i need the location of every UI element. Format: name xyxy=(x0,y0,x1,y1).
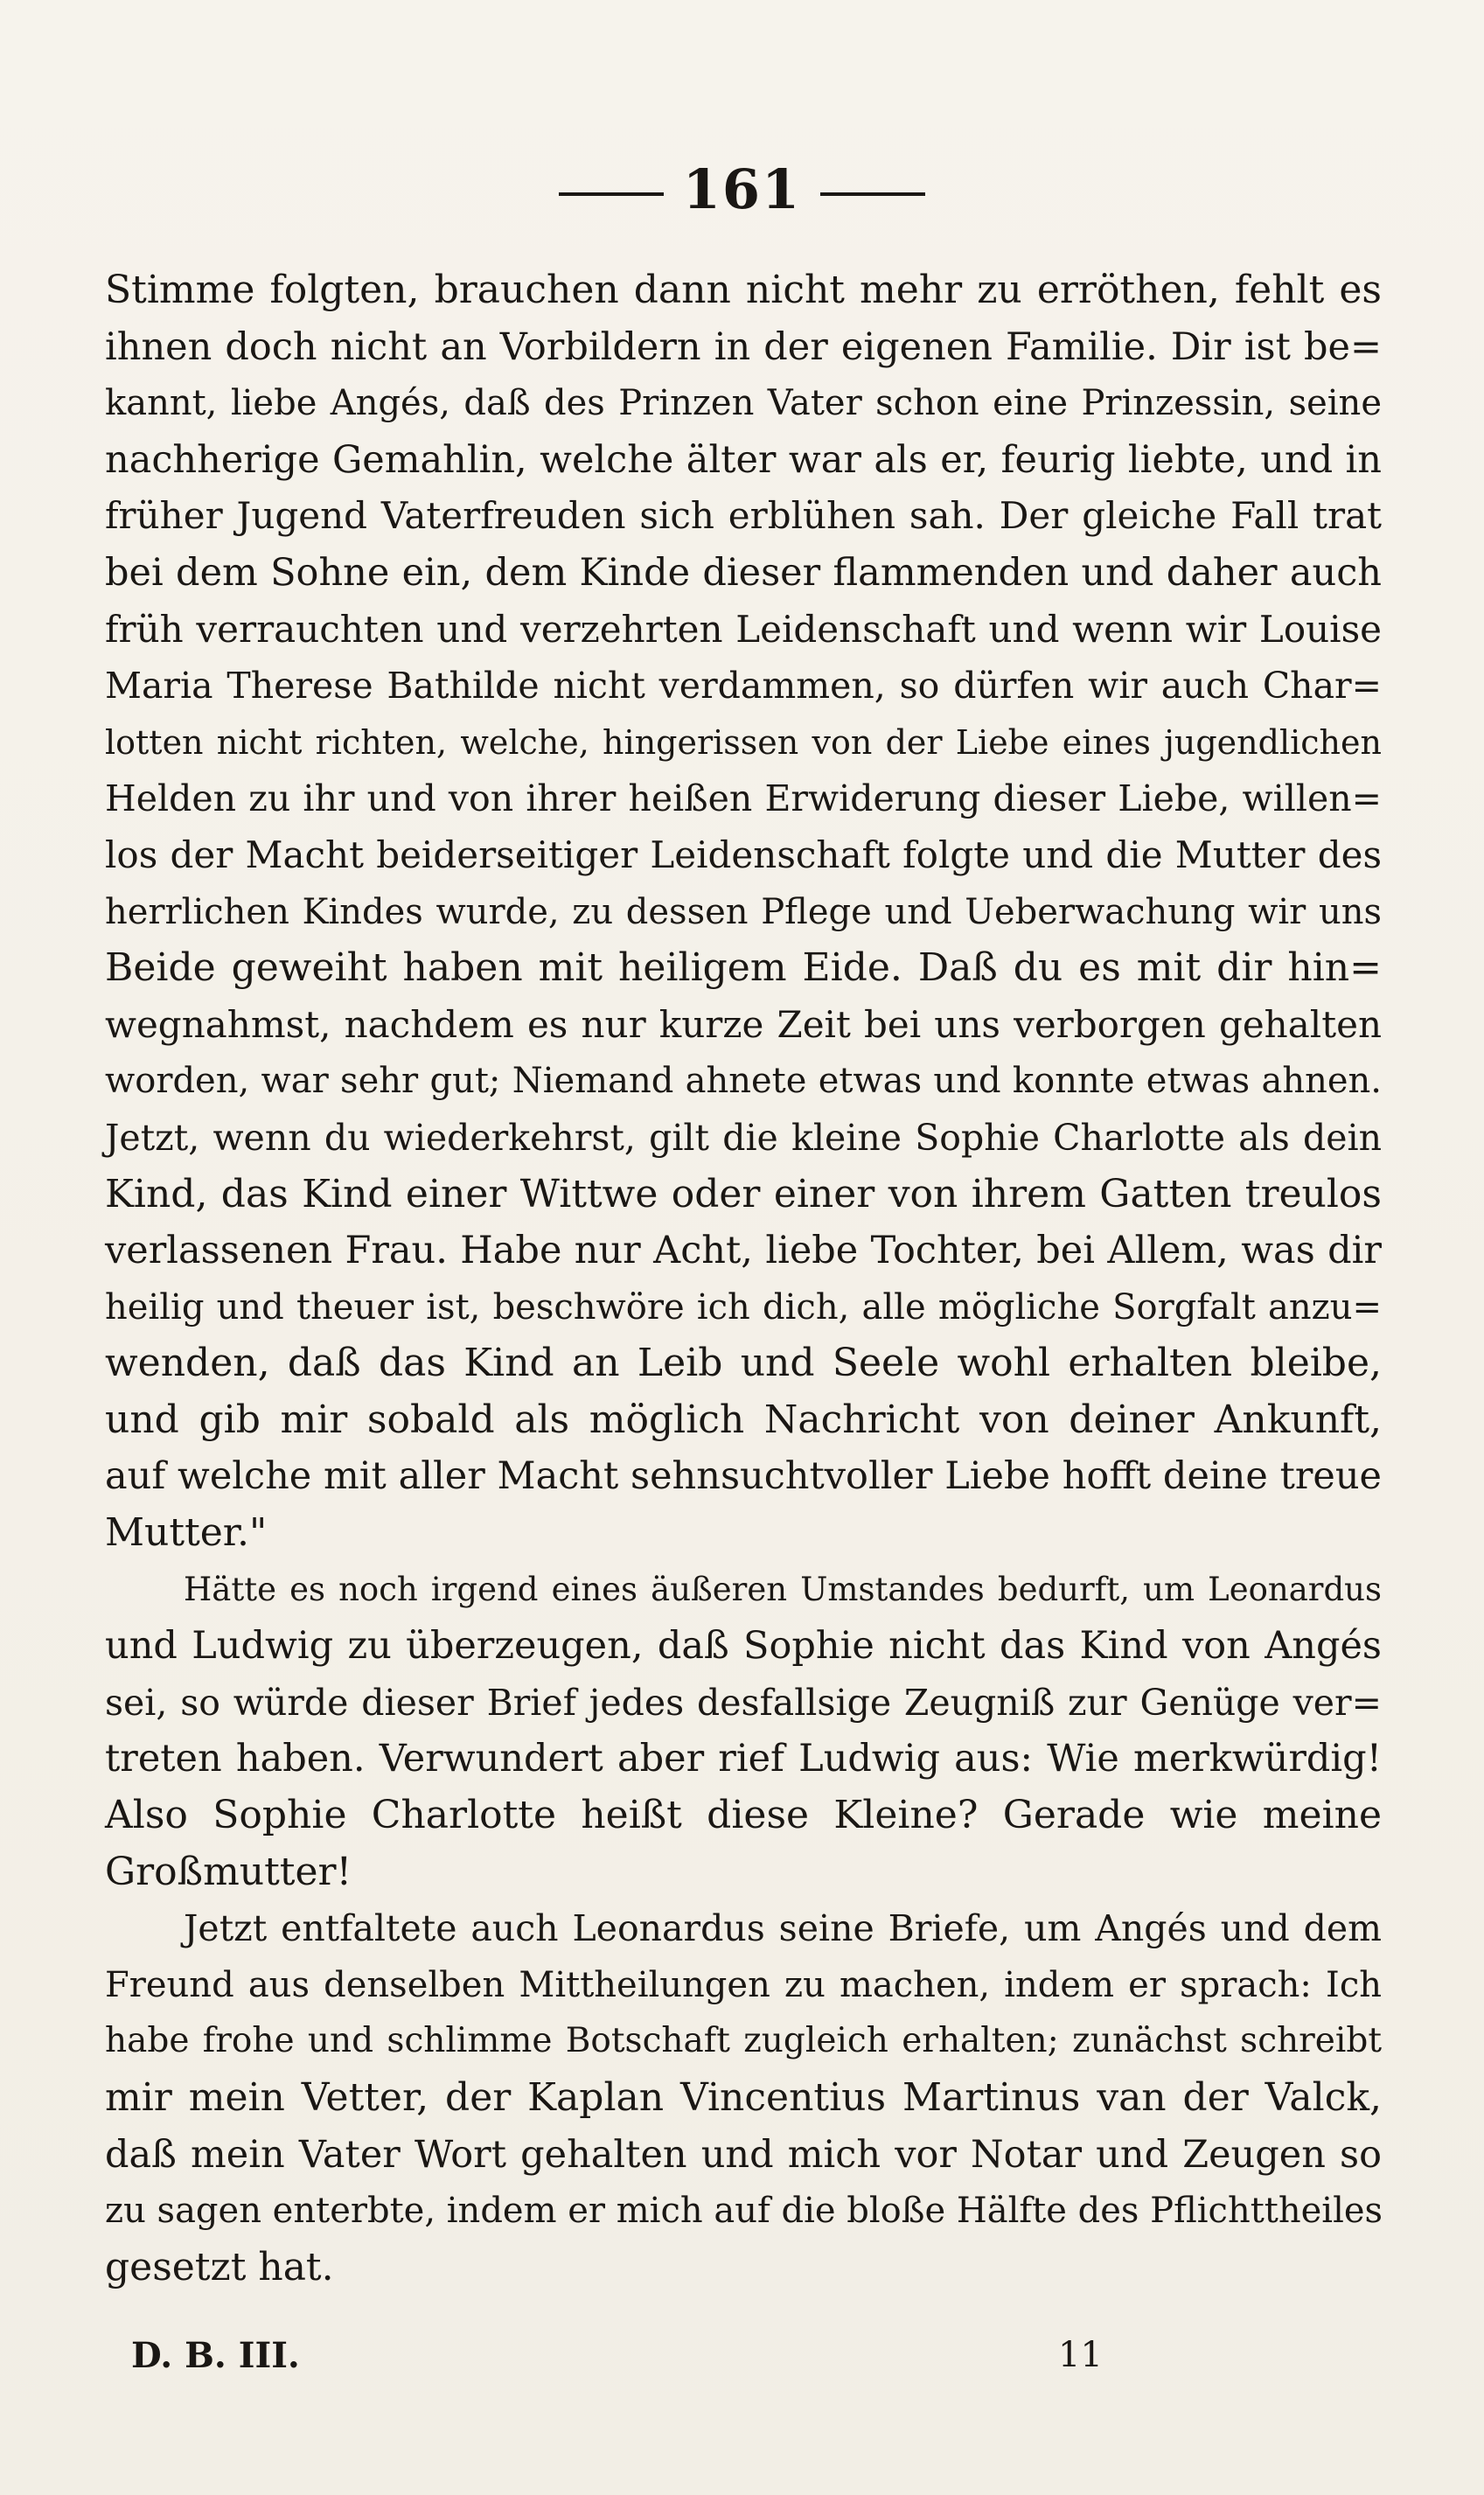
page-number: 161 xyxy=(682,157,802,221)
text-line: Also Sophie Charlotte heißt diese Kleine? Gerade wie meine xyxy=(105,1793,1382,1838)
text-line: kannt, liebe Angés, daß des Prinzen Vater schon eine Prinzessin, seine xyxy=(105,383,1382,424)
text-line: Mutter." xyxy=(105,1510,268,1556)
text-line: herrlichen Kindes wurde, zu dessen Pflege und Ueberwachung wir uns xyxy=(105,891,1382,932)
text-line: los der Macht beiderseitiger Leidenschaft folgte und die Mutter des xyxy=(105,833,1382,876)
text-line: Jetzt entfaltete auch Leonardus seine Briefe, um Angés und dem xyxy=(184,1907,1382,1950)
text-line: treten haben. Verwundert aber rief Ludwig aus: Wie merkwürdig! xyxy=(105,1737,1382,1781)
text-line: mir mein Vetter, der Kaplan Vincentius Martinus van der Valck, xyxy=(105,2075,1382,2120)
text-line: verlassenen Frau. Habe nur Acht, liebe Tochter, bei Allem, was dir xyxy=(105,1229,1382,1273)
text-line: heilig und theuer ist, beschwöre ich dich, alle mögliche Sorgfalt anzu= xyxy=(105,1286,1382,1328)
sheet-number: 11 xyxy=(1058,2335,1103,2375)
text-line: früher Jugend Vaterfreuden sich erblühen sah. Der gleiche Fall trat xyxy=(105,494,1382,538)
text-line: Beide geweiht haben mit heiligem Eide. Daß du es mit dir hin= xyxy=(105,945,1382,991)
text-line: nachherige Gemahlin, welche älter war als er, feurig liebte, und in xyxy=(105,437,1382,482)
text-line: gesetzt hat. xyxy=(105,2244,334,2289)
text-line: worden, war sehr gut; Niemand ahnete etwas und konnte etwas ahnen. xyxy=(105,1061,1382,1102)
text-line: wenden, daß das Kind an Leib und Seele wohl erhalten bleibe, xyxy=(105,1341,1382,1386)
text-line: habe frohe und schlimme Botschaft zugleich erhalten; zunächst schreibt xyxy=(105,2021,1382,2061)
text-line: Freund aus denselben Mittheilungen zu machen, indem er sprach: Ich xyxy=(105,1964,1382,2005)
text-line: Kind, das Kind einer Wittwe oder einer von ihrem Gatten treulos xyxy=(105,1171,1382,1216)
text-line: und gib mir sobald als möglich Nachricht von deiner Ankunft, xyxy=(105,1397,1382,1442)
text-line: Jetzt, wenn du wiederkehrst, gilt die kleine Sophie Charlotte als dein xyxy=(105,1116,1382,1159)
text-line: Großmutter! xyxy=(105,1849,352,1894)
text-line: Hätte es noch irgend eines äußeren Umstandes bedurft, um Leonardus xyxy=(184,1570,1382,1608)
header-dash-right xyxy=(820,192,925,196)
text-line: früh verrauchten und verzehrten Leidenschaft und wenn wir Louise xyxy=(105,607,1382,651)
text-line: zu sagen enterbte, indem er mich auf die bloße Hälfte des Pflichttheiles xyxy=(105,2191,1383,2232)
text-line: Stimme folgten, brauchen dann nicht mehr zu erröthen, fehlt es xyxy=(105,268,1382,312)
text-line: lotten nicht richten, welche, hingerissen von der Liebe eines jugendlichen xyxy=(105,722,1382,762)
printer-signature: D. B. III. xyxy=(131,2335,300,2376)
text-line: wegnahmst, nachdem es nur kurze Zeit bei uns verborgen gehalten xyxy=(105,1002,1382,1046)
text-line: Helden zu ihr und von ihrer heißen Erwiderung dieser Liebe, willen= xyxy=(105,777,1382,820)
text-line: ihnen doch nicht an Vorbildern in der eigenen Familie. Dir ist be= xyxy=(105,324,1382,369)
text-line: auf welche mit aller Macht sehnsuchtvoller Liebe hofft deine treue xyxy=(105,1454,1382,1499)
header-dash-left xyxy=(559,192,664,196)
body-text xyxy=(105,262,1382,2296)
page-header xyxy=(0,157,1484,221)
text-line: und Ludwig zu überzeugen, daß Sophie nicht das Kind von Angés xyxy=(105,1624,1382,1669)
text-line: bei dem Sohne ein, dem Kinde dieser flammenden und daher auch xyxy=(105,550,1382,595)
text-line: Maria Therese Bathilde nicht verdammen, so dürfen wir auch Char= xyxy=(105,665,1382,707)
text-line: sei, so würde dieser Brief jedes desfallsige Zeugniß zur Genüge ver= xyxy=(105,1681,1382,1724)
text-line: daß mein Vater Wort gehalten und mich vor Notar und Zeugen so xyxy=(105,2132,1382,2177)
